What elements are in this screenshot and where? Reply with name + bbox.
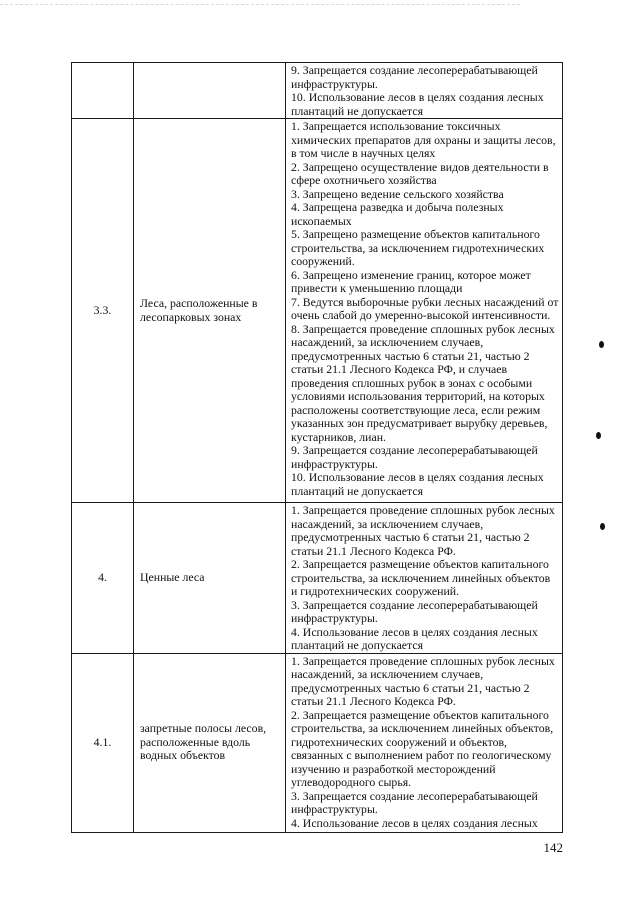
scan-dot-mark: [596, 432, 601, 439]
restriction-line: углеводородного сырья.: [291, 775, 412, 789]
restriction-line: статьи 21.1 Лесного Кодекса РФ.: [291, 543, 456, 558]
restriction-line: изучению и разработкой месторождений: [291, 761, 496, 776]
restriction-line: 2. Запрещается размещение объектов капитального: [291, 557, 549, 571]
restriction-line: строительства, за исключением гидротехнических: [291, 240, 545, 255]
restriction-line: 1. Запрещается проведение сплошных рубок лесных: [291, 503, 555, 517]
restriction-line: кустарников, лиан.: [291, 429, 386, 444]
forest-category-line: лесопарковых зонах: [140, 309, 242, 324]
restrictions-cell: [286, 653, 563, 832]
restriction-line: 1. Запрещается использование токсичных: [291, 119, 501, 133]
restriction-line: статьи 21.1 Лесного Кодекса РФ.: [291, 694, 456, 708]
forest-category-line: Ценные леса: [140, 570, 205, 584]
restriction-line: плантаций не допускается: [291, 638, 424, 652]
restriction-line: привести к уменьшению площади: [291, 281, 463, 295]
forest-category-cell: [134, 119, 286, 503]
row-number-cell: 3.3.: [72, 119, 134, 503]
restriction-line: 5. Запрещено размещение объектов капитального: [291, 227, 540, 241]
table-row: [72, 63, 563, 119]
scan-dot-mark: [599, 341, 604, 348]
table-row: [72, 653, 563, 832]
restriction-line: 3. Запрещается создание лесоперерабатывающей: [291, 788, 538, 803]
restriction-line: условиями использования территорий, на которых: [291, 389, 545, 403]
restriction-line: насаждений, за исключением случаев,: [291, 667, 484, 681]
scan-artifact-line: [0, 4, 520, 5]
forest-regime-table: [71, 62, 563, 833]
forest-category-cell: [134, 503, 286, 654]
restriction-line: химических препаратов для охраны и защиты лесов,: [291, 132, 556, 147]
restriction-line: предусмотренных частью 6 статьи 21, частью 2: [291, 348, 530, 363]
forest-category-line: запретные полосы лесов,: [140, 721, 267, 736]
restriction-line: 4. Использование лесов в целях создания лесных: [291, 815, 538, 830]
restriction-line: плантаций не допускается: [291, 103, 424, 118]
restriction-line: 4. Использование лесов в целях создания лесных: [291, 624, 538, 639]
restriction-line: 1. Запрещается проведение сплошных рубок лесных: [291, 653, 555, 668]
restriction-line: сфере охотничьего хозяйства: [291, 173, 437, 187]
restriction-line: и гидротехнических сооружений.: [291, 584, 460, 598]
restriction-line: 10. Использование лесов в целях создания лесных: [291, 90, 544, 104]
forest-category-cell: [134, 63, 286, 119]
row-number-cell: 4.: [72, 503, 134, 654]
restriction-line: указанных зон предусматривает вырубку деревьев,: [291, 416, 548, 430]
scan-dot-mark: [600, 523, 605, 530]
restriction-line: строительства, за исключением линейных объектов,: [291, 721, 554, 735]
restriction-line: 10. Использование лесов в целях создания лесных: [291, 470, 544, 484]
page-number: 142: [543, 840, 563, 855]
row-number-cell: [72, 63, 134, 119]
forest-category-line: Леса, расположенные в: [140, 296, 258, 310]
restriction-line: инфраструктуры.: [291, 611, 378, 625]
restriction-line: сооружений.: [291, 254, 355, 268]
forest-category-cell: [134, 653, 286, 832]
restriction-line: в том числе в научных целях: [291, 146, 436, 160]
restriction-line: 2. Запрещено осуществление видов деятельности в: [291, 159, 549, 174]
restriction-line: 6. Запрещено изменение границ, которое может: [291, 267, 531, 282]
table-row: [72, 119, 563, 503]
restriction-line: 3. Запрещено ведение сельского хозяйства: [291, 186, 504, 201]
restrictions-cell: [286, 63, 563, 119]
restriction-line: насаждений, за исключением случаев,: [291, 335, 484, 349]
restriction-line: ископаемых: [291, 213, 352, 228]
restriction-line: инфраструктуры.: [291, 802, 378, 816]
restriction-line: насаждений, за исключением случаев,: [291, 516, 484, 531]
restriction-line: проведения сплошных рубок в зонах с особыми: [291, 375, 533, 390]
restriction-line: 9. Запрещается создание лесоперерабатывающей: [291, 443, 538, 457]
restriction-line: гидротехнических сооружений и объектов,: [291, 734, 507, 749]
restriction-line: плантаций не допускается: [291, 483, 424, 498]
table-body: [72, 63, 563, 833]
restriction-line: 2. Запрещается размещение объектов капитального: [291, 707, 549, 722]
restrictions-cell: [286, 503, 563, 654]
restriction-line: очень слабой до умеренно-высокой интенсивности.: [291, 308, 551, 322]
restriction-line: связанных с выполнением работ по геологическому: [291, 748, 552, 762]
restriction-line: 9. Запрещается создание лесоперерабатывающей: [291, 63, 538, 77]
restriction-line: 4. Запрещена разведка и добыча полезных: [291, 200, 504, 214]
restriction-line: 3. Запрещается создание лесоперерабатывающей: [291, 597, 538, 612]
restriction-line: строительства, за исключением линейных объектов: [291, 570, 551, 585]
restriction-line: инфраструктуры.: [291, 456, 378, 471]
restriction-line: расположены соответствующие леса, если режим: [291, 402, 541, 417]
restriction-line: 8. Запрещается проведение сплошных рубок лесных: [291, 321, 555, 336]
restrictions-cell: [286, 119, 563, 503]
row-number-cell: 4.1.: [72, 653, 134, 832]
table-row: [72, 503, 563, 654]
restriction-line: 7. Ведутся выборочные рубки лесных насаждений от: [291, 294, 559, 309]
restriction-line: инфраструктуры.: [291, 76, 378, 91]
forest-category-line: расположенные вдоль: [140, 734, 251, 749]
restriction-line: предусмотренных частью 6 статьи 21, частью 2: [291, 530, 530, 544]
restriction-line: предусмотренных частью 6 статьи 21, частью 2: [291, 680, 530, 695]
forest-category-line: водных объектов: [140, 748, 226, 763]
restriction-line: статьи 21.1 Лесного Кодекса РФ, и случаев: [291, 362, 508, 376]
